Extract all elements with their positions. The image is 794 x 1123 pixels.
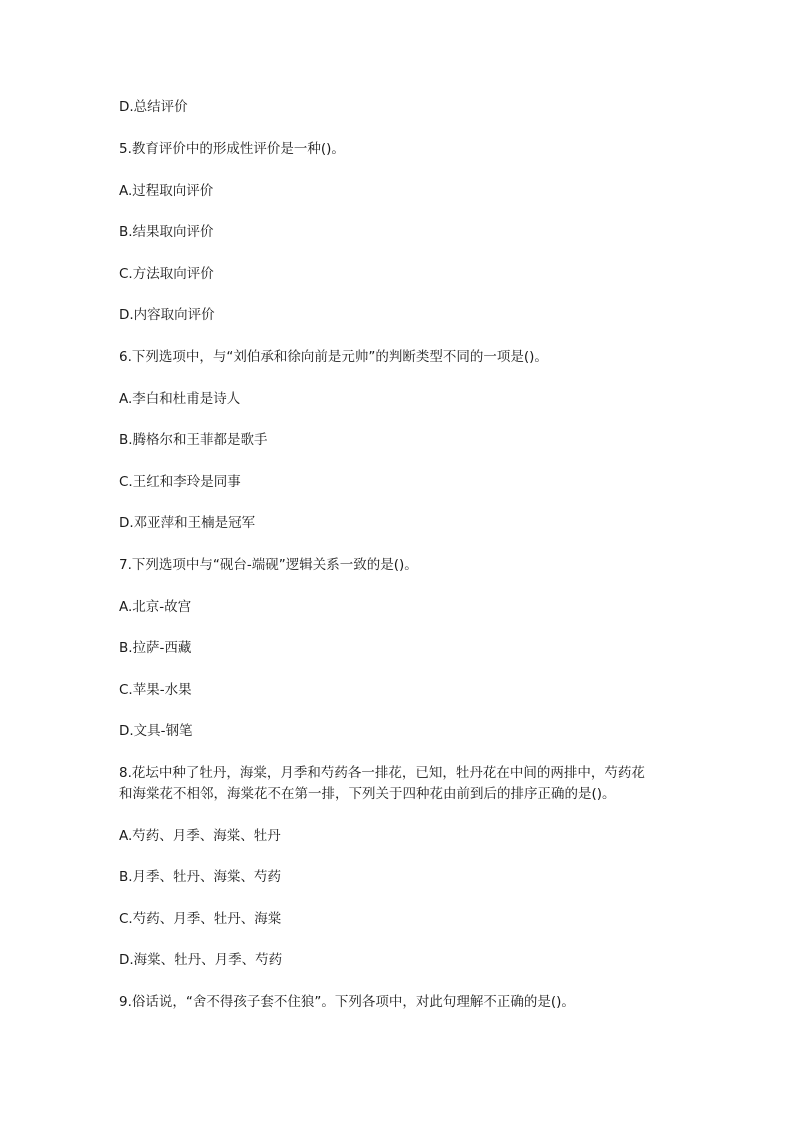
- q6-option-c: C.王红和李玲是同事: [119, 474, 241, 490]
- q8-option-b: B.月季、牡丹、海棠、芍药: [119, 869, 282, 885]
- q8-option-c: C.芍药、月季、牡丹、海棠: [119, 911, 282, 927]
- q5-option-a: A.过程取向评价: [119, 183, 214, 199]
- q9-stem: 9.俗话说，“舍不得孩子套不住狼”。下列各项中，对此句理解不正确的是()。: [119, 994, 575, 1010]
- q8-option-d: D.海棠、牡丹、月季、芍药: [119, 952, 283, 968]
- q6-option-a: A.李白和杜甫是诗人: [119, 391, 241, 407]
- q7-option-a: A.北京-故宫: [119, 599, 192, 615]
- q5-stem: 5.教育评价中的形成性评价是一种()。: [119, 141, 345, 157]
- q6-option-d: D.邓亚萍和王楠是冠军: [119, 515, 256, 531]
- q5-option-d: D.内容取向评价: [119, 307, 215, 323]
- q7-option-c: C.苹果-水果: [119, 682, 192, 698]
- q5-option-b: B.结果取向评价: [119, 224, 214, 240]
- q7-option-b: B.拉萨-西藏: [119, 640, 192, 656]
- q4-option-d: D.总结评价: [119, 99, 188, 115]
- q8-option-a: A.芍药、月季、海棠、牡丹: [119, 828, 281, 844]
- q7-stem: 7.下列选项中与“砚台-端砚”逻辑关系一致的是()。: [119, 557, 418, 573]
- q5-option-c: C.方法取向评价: [119, 266, 214, 282]
- q6-stem: 6.下列选项中，与“刘伯承和徐向前是元帅”的判断类型不同的一项是()。: [119, 349, 548, 365]
- q8-stem-line1: 8.花坛中种了牡丹，海棠，月季和芍药各一排花，已知，牡丹花在中间的两排中，芍药花: [119, 765, 645, 781]
- q7-option-d: D.文具-钢笔: [119, 723, 193, 739]
- q8-stem-line2: 和海棠花不相邻，海棠花不在第一排，下列关于四种花由前到后的排序正确的是()。: [119, 786, 616, 802]
- q6-option-b: B.腾格尔和王菲都是歌手: [119, 432, 268, 448]
